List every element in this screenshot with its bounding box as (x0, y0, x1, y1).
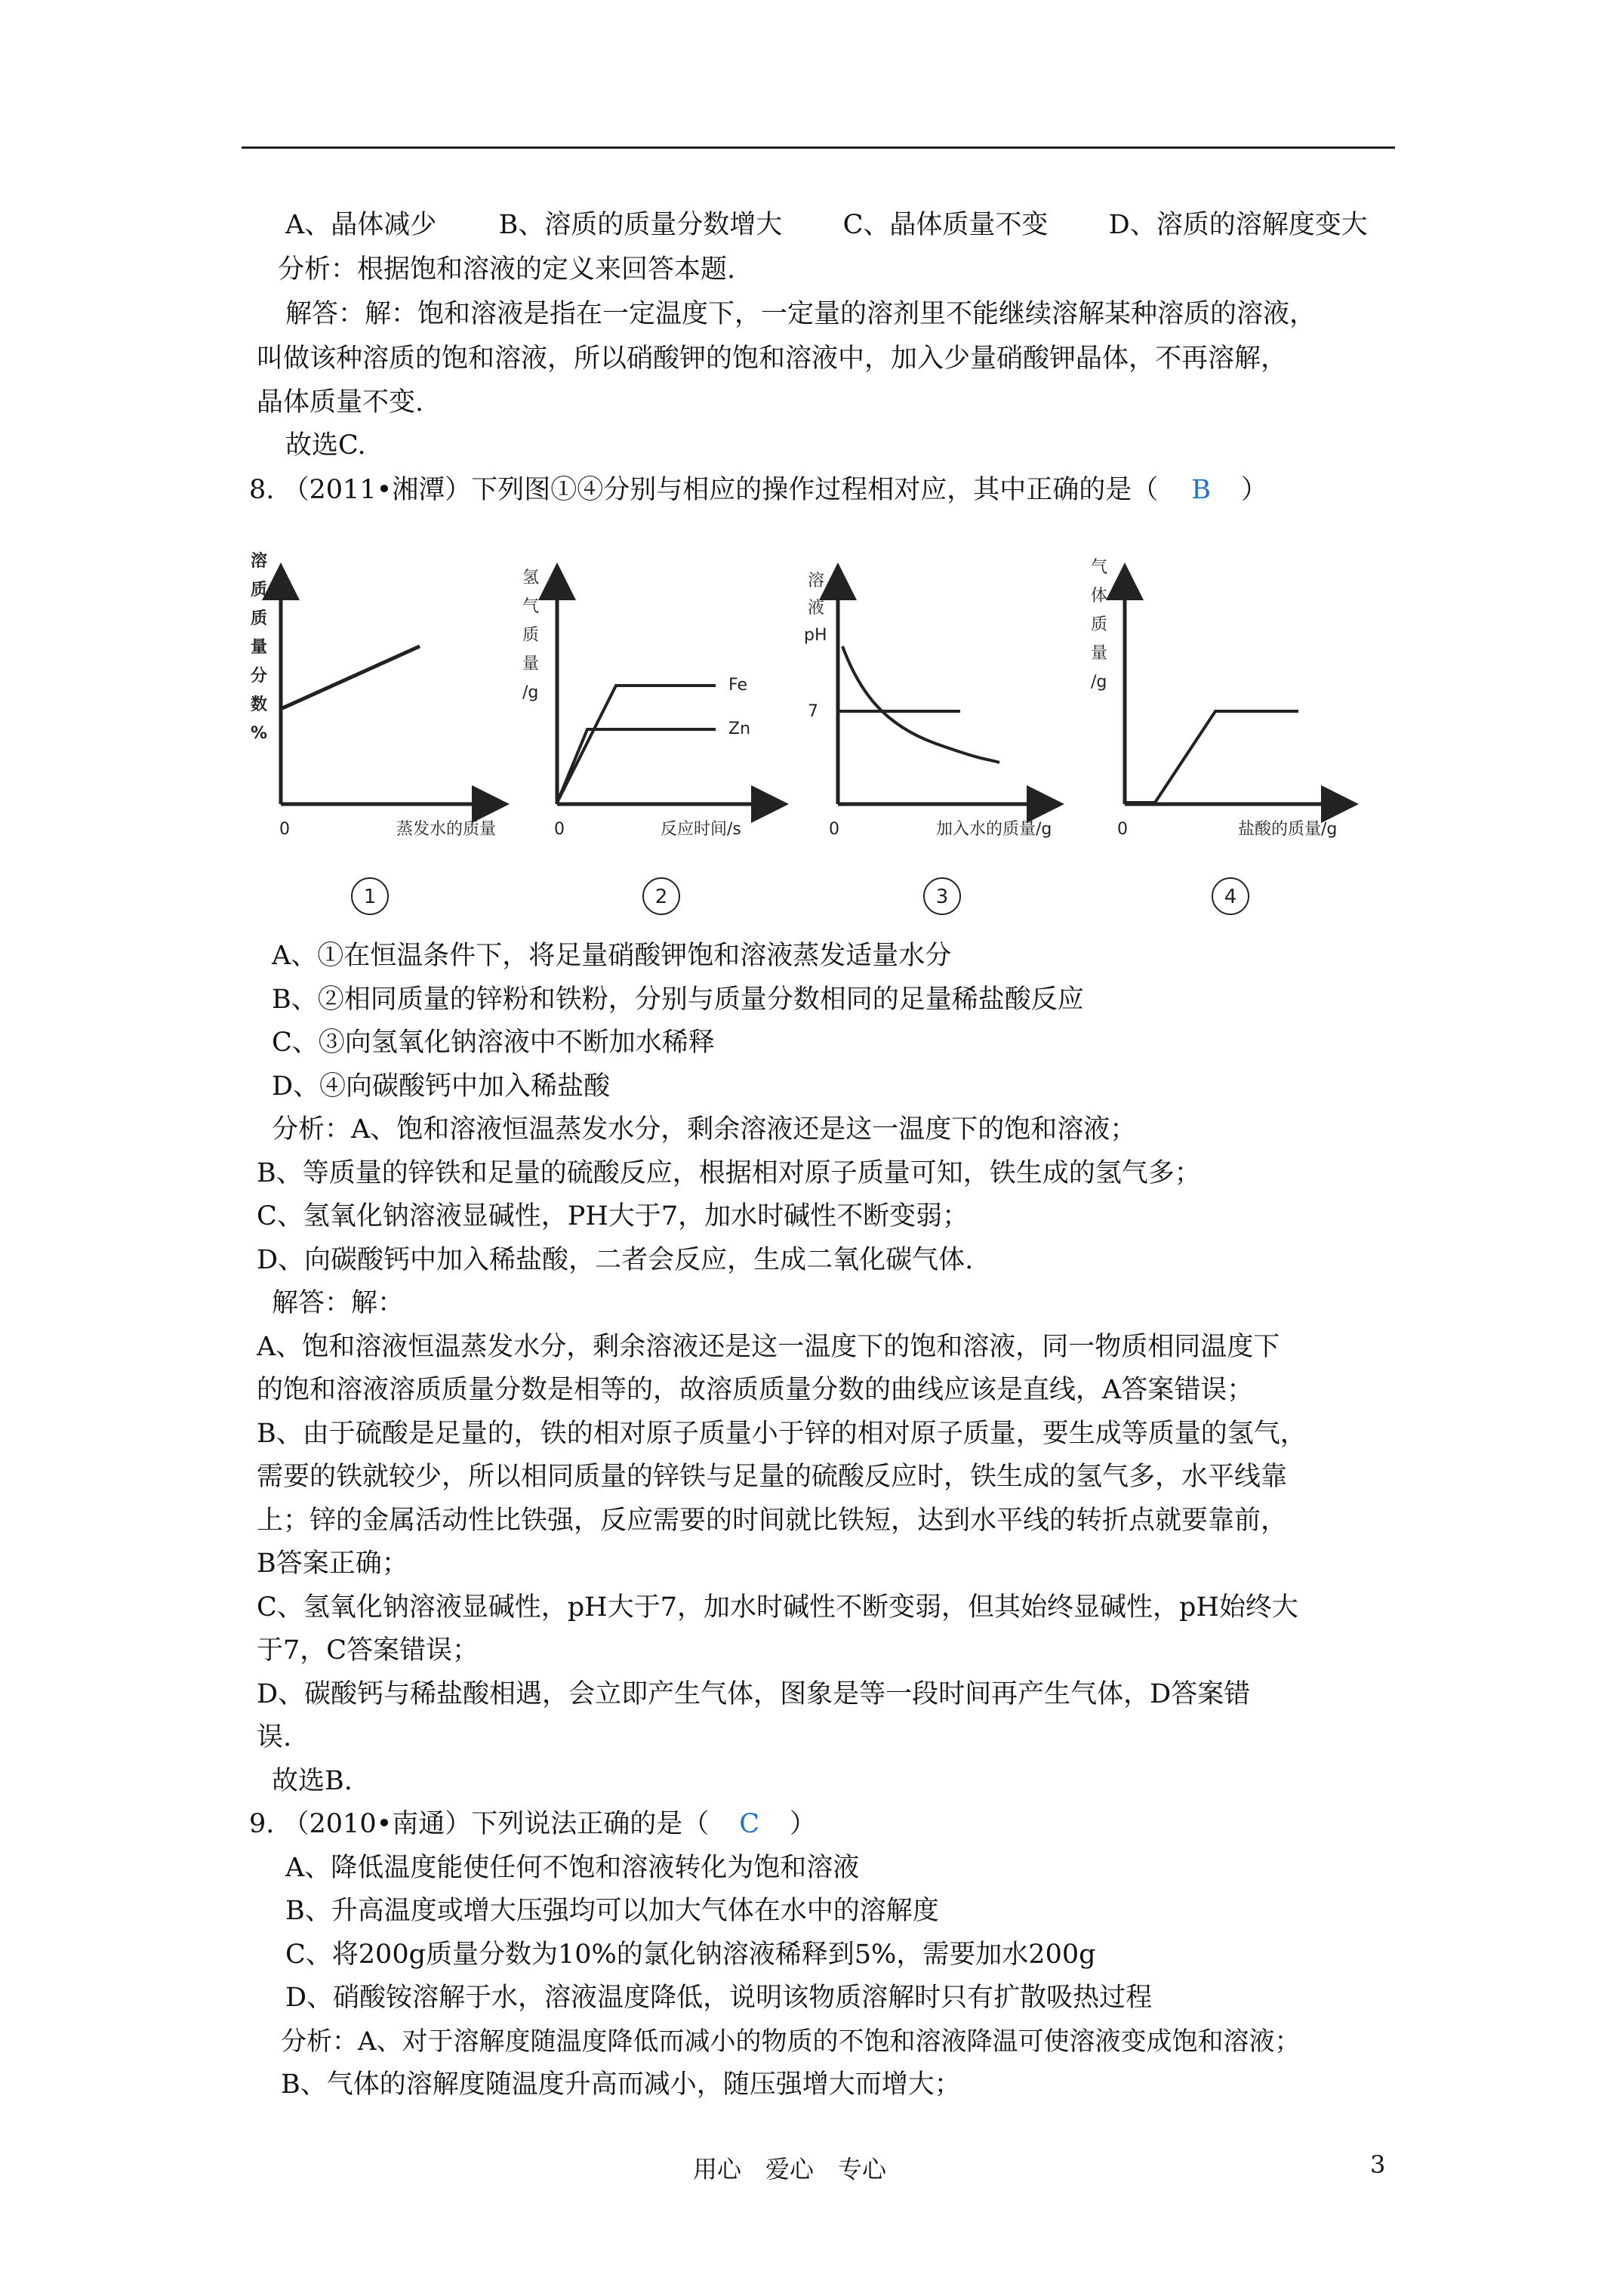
figure-3-ylabel: 液 (808, 599, 825, 618)
q9-analysis-line: 分析：A、对于溶解度随温度降低而减小的物质的不饱和溶液降温可使溶液变成饱和溶液； (281, 2026, 1301, 2057)
figure-1-ylabel: 质 (251, 581, 268, 599)
figure-2-ylabel: 量 (522, 655, 540, 673)
figure-3-ylabel: pH (804, 626, 827, 645)
q7-options (285, 208, 1395, 242)
figure-4 (1091, 558, 1340, 914)
q8-solution-line: 需要的铁就较少，所以相同质量的锌铁与足量的硫酸反应时，铁生成的氢气多，水平线靠 (257, 1462, 1288, 1492)
q8-stem-end: ） (1240, 475, 1267, 505)
figure-1-origin: 0 (279, 820, 290, 839)
q8-analysis-line: B、等质量的锌铁和足量的硫酸反应，根据相对原子质量可知，铁生成的氢气多； (257, 1158, 1201, 1188)
q8-solution-line: C、氢氧化钠溶液显碱性，pH大于7，加水时碱性不断变弱，但其始终显碱性，pH始终大 (257, 1592, 1298, 1623)
q8-solution-line: 误. (257, 1722, 292, 1752)
q8-solution-line: 上；锌的金属活动性比铁强，反应需要的时间就比铁短，达到水平线的转折点就要靠前， (257, 1505, 1288, 1536)
figure-3-xlabel: 加入水的质量/g (936, 820, 1052, 839)
q8-analysis-line: C、氢氧化钠溶液显碱性，PH大于7，加水时碱性不断变弱； (257, 1201, 969, 1231)
figure-2-ylabel: 质 (522, 626, 540, 645)
q8-option-a: A、①在恒温条件下，将足量硝酸钾饱和溶液蒸发适量水分 (272, 941, 952, 971)
q9-stem (249, 1808, 816, 1841)
q9-stem-end: ） (790, 1809, 817, 1839)
q7-analysis: 分析：根据饱和溶液的定义来回答本题. (278, 254, 736, 285)
q7-option-c: C、晶体质量不变 (842, 210, 1049, 240)
q7-choice: 故选C. (285, 430, 366, 461)
q8-option-b: B、②相同质量的锌粉和铁粉，分别与质量分数相同的足量稀盐酸反应 (272, 985, 1084, 1015)
figure-1-ylabel: 质 (251, 609, 268, 628)
figure-3 (804, 572, 1052, 914)
figure-2-ylabel: 氢 (522, 569, 540, 587)
q8-stem (249, 473, 1267, 507)
figure-1-line (282, 646, 420, 708)
figure-2-xlabel: 反应时间/s (661, 820, 741, 839)
q9-option-d: D、硝酸铵溶解于水，溶液温度降低，说明该物质溶解时只有扩散吸热过程 (285, 1983, 1153, 2013)
figure-1-xlabel: 蒸发水的质量 (396, 820, 497, 839)
q8-solution-line: D、碳酸钙与稀盐酸相遇，会立即产生气体，图象是等一段时间再产生气体，D答案错 (257, 1679, 1251, 1709)
q9-option-a: A、降低温度能使任何不饱和溶液转化为饱和溶液 (285, 1853, 860, 1883)
q8-solution-line: 的饱和溶液溶质质量分数是相等的，故溶质质量分数的曲线应该是直线，A答案错误； (257, 1375, 1254, 1405)
q7-solution-line: 解答：解：饱和溶液是指在一定温度下，一定量的溶剂里不能继续溶解某种溶质的溶液， (285, 299, 1317, 329)
page-number: 3 (1370, 2150, 1386, 2179)
q9-answer: C (739, 1809, 760, 1839)
figure-2-ylabel: 气 (522, 597, 540, 616)
q8-choice: 故选B. (272, 1766, 353, 1796)
figure-2-zn-label: Zn (728, 720, 751, 738)
q8-figures (242, 544, 1389, 936)
q9-option-b: B、升高温度或增大压强均可以加大气体在水中的溶解度 (285, 1896, 939, 1926)
figure-4-ylabel: 体 (1091, 587, 1108, 606)
q8-figure-svg (242, 544, 1389, 936)
q9-stem-text: 9. （2010•南通）下列说法正确的是（ (249, 1809, 710, 1839)
figure-2-fe-label: Fe (728, 676, 747, 695)
figure-3-curve (842, 646, 999, 763)
figure-2-origin: 0 (554, 820, 565, 839)
q7-option-d: D、溶质的溶解度变大 (1108, 210, 1368, 240)
figure-3-number: 3 (935, 886, 949, 908)
q8-solution-line: B答案正确； (257, 1549, 408, 1579)
q8-option-c: C、③向氢氧化钠溶液中不断加水稀释 (272, 1028, 715, 1058)
q7-option-b: B、溶质的质量分数增大 (498, 210, 783, 240)
q8-analysis-line: D、向碳酸钙中加入稀盐酸，二者会反应，生成二氧化碳气体. (257, 1245, 974, 1275)
q7-solution-line: 晶体质量不变. (257, 387, 424, 418)
q7-option-a: A、晶体减少 (285, 210, 437, 240)
figure-1-number: 1 (363, 886, 377, 908)
q9-option-c: C、将200g质量分数为10%的氯化钠溶液稀释到5%，需要加水200g (285, 1940, 1096, 1970)
figure-4-ylabel: /g (1091, 673, 1107, 692)
figure-4-origin: 0 (1117, 820, 1128, 839)
figure-2-ylabel: /g (522, 683, 539, 702)
q8-option-d: D、④向碳酸钙中加入稀盐酸 (272, 1071, 611, 1102)
figure-1-ylabel: 分 (251, 667, 268, 686)
figure-3-ylabel: 溶 (808, 572, 825, 590)
q7-solution-line: 叫做该种溶质的饱和溶液，所以硝酸钾的饱和溶液中，加入少量硝酸钾晶体，不再溶解， (257, 344, 1288, 374)
figure-2-zn-line (557, 729, 716, 803)
q8-analysis-line: 分析：A、饱和溶液恒温蒸发水分，剩余溶液还是这一温度下的饱和溶液； (272, 1114, 1137, 1145)
q8-solution-head: 解答：解： (272, 1288, 405, 1318)
q8-answer: B (1191, 475, 1211, 505)
q8-solution-line: 于7，C答案错误； (257, 1635, 479, 1666)
figure-1-ylabel: 量 (251, 638, 268, 657)
header-rule (242, 146, 1395, 149)
figure-3-tick-7: 7 (808, 702, 818, 721)
figure-3-origin: 0 (829, 820, 839, 839)
figure-4-ylabel: 质 (1091, 615, 1108, 634)
q9-analysis-line: B、气体的溶解度随温度升高而减小，随压强增大而增大； (281, 2069, 961, 2100)
figure-1-ylabel: 数 (251, 695, 268, 714)
figure-1 (251, 551, 496, 914)
figure-2 (522, 569, 770, 914)
figure-1-ylabel: % (251, 724, 268, 743)
q8-solution-line: A、饱和溶液恒温蒸发水分，剩余溶液还是这一温度下的饱和溶液，同一物质相同温度下 (257, 1332, 1280, 1362)
figure-4-ylabel: 量 (1091, 644, 1108, 663)
figure-4-ylabel: 气 (1091, 558, 1108, 577)
figure-1-ylabel: 溶 (251, 552, 268, 571)
figure-4-line (1125, 711, 1298, 803)
q8-stem-text: 8. （2011•湘潭）下列图①④分别与相应的操作过程相对应，其中正确的是（ (249, 475, 1159, 505)
figure-4-xlabel: 盐酸的质量/g (1238, 820, 1338, 839)
figure-2-number: 2 (654, 886, 668, 908)
q8-solution-line: B、由于硫酸是足量的，铁的相对原子质量小于锌的相对原子质量，要生成等质量的氢气， (257, 1419, 1307, 1449)
footer-slogan: 用心 爱心 专心 (693, 2155, 887, 2184)
figure-4-number: 4 (1224, 886, 1237, 908)
